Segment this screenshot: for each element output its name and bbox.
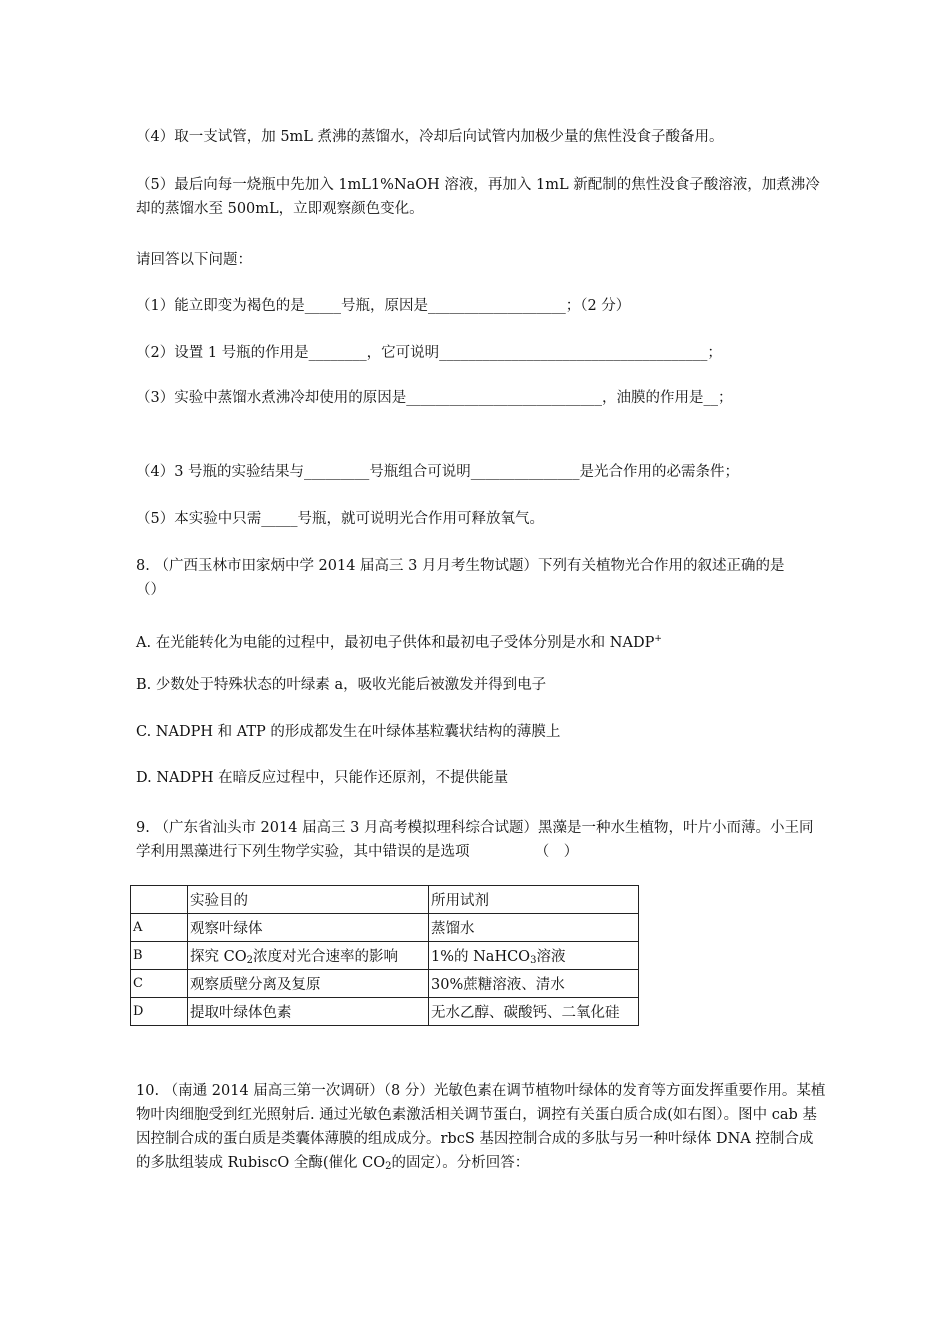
purpose-text: 浓度对光合速率的影响	[252, 949, 398, 965]
table-cell-option: C	[131, 970, 188, 998]
item-10-text: 10. （南通 2014 届高三第一次调研）（8 分）光敏色素在调节植物叶绿体的发育等方面发挥重要作用。某植物叶肉细胞受到红光照射后. 通过光敏色素激活相关调节蛋白，调控有关蛋白质合成(如右图）。图中 cab 基因控制合成的蛋白质是类囊体薄膜的组成成分。rbcS 基因控制合成的多肽与另一种叶绿体 DNA 控制合成的多肽组装成 RubiscO 全酶(催化 CO	[136, 1083, 826, 1171]
purpose-text: 探究 CO	[190, 949, 247, 965]
reagent-table	[130, 885, 639, 1026]
question-2: （2）设置 1 号瓶的作用是________，它可说明_____________________________________；	[136, 345, 722, 361]
question-3: （3）实验中蒸馏水煮沸冷却使用的原因是___________________________，油膜的作用是__；	[136, 390, 733, 406]
step-4: （4）取一支试管，加 5mL 煮沸的蒸馏水，冷却后向试管内加极少量的焦性没食子酸备用。	[136, 129, 724, 145]
table-header-row	[131, 886, 639, 914]
table-row	[131, 942, 639, 970]
table-cell-purpose: 观察质壁分离及复原	[188, 970, 429, 998]
table-cell-purpose: 提取叶绿体色素	[188, 998, 429, 1026]
table-cell-option: B	[131, 942, 188, 970]
table-cell-option: A	[131, 914, 188, 942]
table-row	[131, 914, 639, 942]
item-8-option-a	[136, 629, 826, 653]
step-5: （5）最后向每一烧瓶中先加入 1mL1%NaOH 溶液，再加入 1mL 新配制的焦性没食子酸溶液，加煮沸冷却的蒸馏水至 500mL，立即观察颜色变化。	[136, 177, 820, 217]
table-cell-reagent	[429, 942, 639, 970]
item-8-option-c: C. NADPH 和 ATP 的形成都发生在叶绿体基粒囊状结构的薄膜上	[136, 724, 561, 740]
item-8-stem: 8. （广西玉林市田家炳中学 2014 届高三 3 月月考生物试题）下列有关植物光合作用的叙述正确的是 （）	[136, 558, 814, 598]
table-cell-purpose: 观察叶绿体	[188, 914, 429, 942]
question-5: （5）本实验中只需_____号瓶，就可说明光合作用可释放氧气。	[136, 511, 544, 527]
item-8-option-d: D. NADPH 在暗反应过程中，只能作还原剂，不提供能量	[136, 770, 509, 786]
table-header-cell	[131, 886, 188, 914]
table-cell-purpose	[188, 942, 429, 970]
table-cell-option: D	[131, 998, 188, 1026]
table-row	[131, 970, 639, 998]
reagent-text: 溶液	[536, 949, 566, 965]
reagent-subscript: 3	[530, 955, 537, 966]
question-prompt: 请回答以下问题：	[136, 252, 252, 268]
table-cell-reagent: 无水乙醇、碳酸钙、二氧化硅	[429, 998, 639, 1026]
option-a-superscript: +	[654, 634, 662, 644]
table-header-cell: 所用试剂	[429, 886, 639, 914]
table-cell-reagent: 30%蔗糖溶液、清水	[429, 970, 639, 998]
question-4: （4）3 号瓶的实验结果与_________号瓶组合可说明_______________是光合作用的必需条件；	[136, 464, 740, 480]
table-cell-reagent: 蒸馏水	[429, 914, 639, 942]
item-8-option-b: B. 少数处于特殊状态的叶绿素 a，吸收光能后被激发并得到电子	[136, 677, 547, 693]
item-10-subscript: 2	[385, 1161, 392, 1172]
table-row	[131, 998, 639, 1026]
reagent-text: 1%的 NaHCO	[431, 949, 531, 965]
item-10-text: 的固定）。分析回答：	[391, 1155, 530, 1171]
purpose-subscript: 2	[246, 955, 253, 966]
question-1: （1）能立即变为褐色的是_____号瓶，原因是___________________；（2 分）	[136, 298, 631, 314]
item-9-stem: 9. （广东省汕头市 2014 届高三 3 月高考模拟理科综合试题）黑藻是一种水生植物，叶片小而薄。小王同学利用黑藻进行下列生物学实验，其中错误的是选项 （ ）	[136, 820, 814, 860]
option-a-text: A. 在光能转化为电能的过程中，最初电子供体和最初电子受体分别是水和 NADP	[136, 635, 655, 651]
table-header-cell: 实验目的	[188, 886, 429, 914]
item-10-stem	[136, 1079, 826, 1179]
